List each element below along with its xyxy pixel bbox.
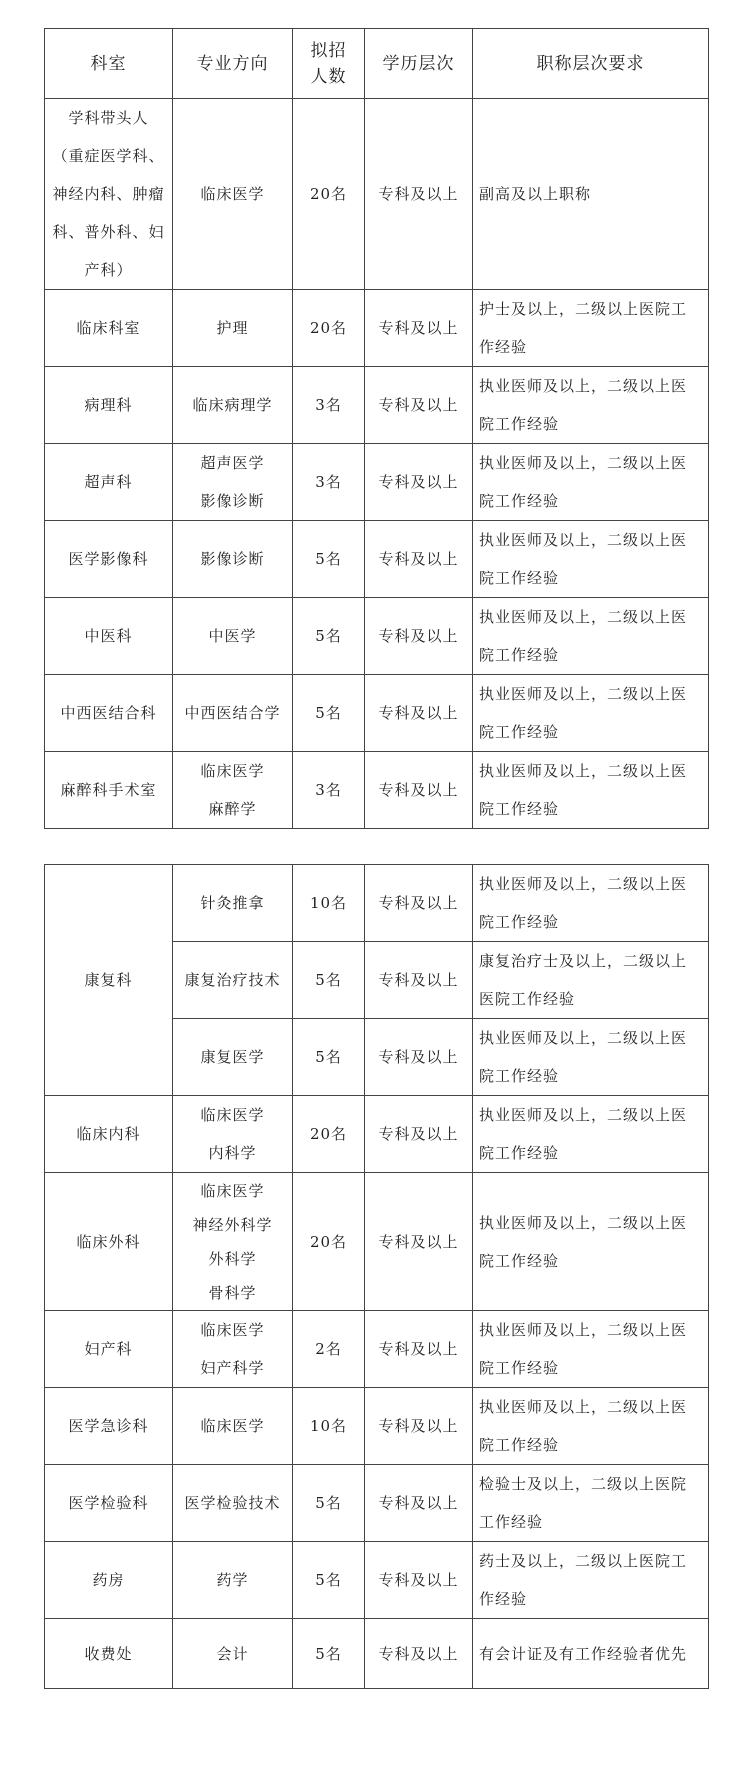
edu-cell: 专科及以上: [365, 865, 473, 942]
major-cell: 康复治疗技术: [173, 942, 293, 1019]
major-cell: 临床医学: [173, 99, 293, 290]
count-cell: 10名: [293, 1388, 365, 1465]
dept-cell-rehab: 康复科: [45, 865, 173, 1096]
dept-cell: 临床内科: [45, 1096, 173, 1173]
req-cell: 执业医师及以上，二级以上医院工作经验: [473, 1096, 709, 1173]
major-cell: 药学: [173, 1542, 293, 1619]
major-cell: 临床医学: [173, 1388, 293, 1465]
edu-cell: 专科及以上: [365, 1311, 473, 1388]
count-cell: 5名: [293, 1542, 365, 1619]
edu-cell: 专科及以上: [365, 1465, 473, 1542]
major-cell: 临床医学 神经外科学 外科学 骨科学: [173, 1173, 293, 1311]
major-cell: 影像诊断: [173, 521, 293, 598]
dept-cell: 医学影像科: [45, 521, 173, 598]
major-cell: 康复医学: [173, 1019, 293, 1096]
table-row: [45, 1311, 709, 1388]
header-requirement: 职称层次要求: [473, 29, 709, 99]
req-cell: 执业医师及以上，二级以上医院工作经验: [473, 521, 709, 598]
dept-cell: 医学检验科: [45, 1465, 173, 1542]
req-cell: 副高及以上职称: [473, 99, 709, 290]
table-row: [45, 290, 709, 367]
major-cell: 临床医学 内科学: [173, 1096, 293, 1173]
count-cell: 5名: [293, 598, 365, 675]
edu-cell: 专科及以上: [365, 1388, 473, 1465]
count-cell: 3名: [293, 444, 365, 521]
req-cell: 有会计证及有工作经验者优先: [473, 1619, 709, 1689]
header-education: 学历层次: [365, 29, 473, 99]
table-row: [45, 1619, 709, 1689]
table-row: [45, 1388, 709, 1465]
edu-cell: 专科及以上: [365, 1542, 473, 1619]
req-cell: 康复治疗士及以上，二级以上医院工作经验: [473, 942, 709, 1019]
major-cell: 会计: [173, 1619, 293, 1689]
dept-cell: 中西医结合科: [45, 675, 173, 752]
count-cell: 3名: [293, 367, 365, 444]
dept-cell: 临床外科: [45, 1173, 173, 1311]
major-cell: 临床医学 麻醉学: [173, 752, 293, 829]
major-cell: 医学检验技术: [173, 1465, 293, 1542]
major-cell: 中医学: [173, 598, 293, 675]
recruitment-table-part2: [44, 864, 708, 1689]
edu-cell: 专科及以上: [365, 367, 473, 444]
recruitment-table-part1: [44, 28, 708, 829]
major-cell: 护理: [173, 290, 293, 367]
edu-cell: 专科及以上: [365, 675, 473, 752]
table-row: [45, 1465, 709, 1542]
req-cell: 执业医师及以上，二级以上医院工作经验: [473, 752, 709, 829]
dept-cell: 超声科: [45, 444, 173, 521]
count-cell: 20名: [293, 1173, 365, 1311]
major-cell: 中西医结合学: [173, 675, 293, 752]
edu-cell: 专科及以上: [365, 99, 473, 290]
header-dept: 科室: [45, 29, 173, 99]
major-cell: 临床病理学: [173, 367, 293, 444]
table-row: [45, 521, 709, 598]
req-cell: 执业医师及以上，二级以上医院工作经验: [473, 1311, 709, 1388]
table-row: [45, 598, 709, 675]
req-cell: 执业医师及以上，二级以上医院工作经验: [473, 598, 709, 675]
dept-cell: 收费处: [45, 1619, 173, 1689]
edu-cell: 专科及以上: [365, 1619, 473, 1689]
table-row: [45, 1096, 709, 1173]
table-row: [45, 1542, 709, 1619]
header-count: 拟招 人数: [293, 29, 365, 99]
edu-cell: 专科及以上: [365, 1019, 473, 1096]
dept-cell: 妇产科: [45, 1311, 173, 1388]
dept-cell: 医学急诊科: [45, 1388, 173, 1465]
count-cell: 3名: [293, 752, 365, 829]
req-cell: 执业医师及以上，二级以上医院工作经验: [473, 865, 709, 942]
edu-cell: 专科及以上: [365, 1173, 473, 1311]
req-cell: 药士及以上，二级以上医院工作经验: [473, 1542, 709, 1619]
req-cell: 执业医师及以上，二级以上医院工作经验: [473, 1019, 709, 1096]
req-cell: 执业医师及以上，二级以上医院工作经验: [473, 367, 709, 444]
req-cell: 执业医师及以上，二级以上医院工作经验: [473, 444, 709, 521]
count-cell: 5名: [293, 1619, 365, 1689]
dept-cell: 中医科: [45, 598, 173, 675]
count-cell: 5名: [293, 1465, 365, 1542]
count-cell: 5名: [293, 521, 365, 598]
edu-cell: 专科及以上: [365, 521, 473, 598]
table-row: [45, 675, 709, 752]
count-cell: 2名: [293, 1311, 365, 1388]
dept-cell: 药房: [45, 1542, 173, 1619]
req-cell: 执业医师及以上，二级以上医院工作经验: [473, 1388, 709, 1465]
table-row: [45, 444, 709, 521]
edu-cell: 专科及以上: [365, 290, 473, 367]
edu-cell: 专科及以上: [365, 598, 473, 675]
table-row: [45, 367, 709, 444]
count-cell: 20名: [293, 99, 365, 290]
edu-cell: 专科及以上: [365, 942, 473, 1019]
header-row: [45, 29, 709, 99]
req-cell: 执业医师及以上，二级以上医院工作经验: [473, 675, 709, 752]
count-cell: 20名: [293, 290, 365, 367]
dept-cell: 麻醉科手术室: [45, 752, 173, 829]
table-row: [45, 752, 709, 829]
dept-cell: 学科带头人 （重症医学科、 神经内科、肿瘤 科、普外科、妇 产科）: [45, 99, 173, 290]
req-cell: 检验士及以上，二级以上医院工作经验: [473, 1465, 709, 1542]
table-row: [45, 1173, 709, 1311]
dept-cell: 临床科室: [45, 290, 173, 367]
table-row: [45, 865, 709, 942]
dept-cell: 病理科: [45, 367, 173, 444]
major-cell: 超声医学 影像诊断: [173, 444, 293, 521]
count-cell: 20名: [293, 1096, 365, 1173]
count-cell: 5名: [293, 942, 365, 1019]
req-cell: 执业医师及以上，二级以上医院工作经验: [473, 1173, 709, 1311]
edu-cell: 专科及以上: [365, 752, 473, 829]
req-cell: 护士及以上，二级以上医院工作经验: [473, 290, 709, 367]
major-cell: 针灸推拿: [173, 865, 293, 942]
edu-cell: 专科及以上: [365, 444, 473, 521]
major-cell: 临床医学 妇产科学: [173, 1311, 293, 1388]
edu-cell: 专科及以上: [365, 1096, 473, 1173]
count-cell: 5名: [293, 675, 365, 752]
count-cell: 5名: [293, 1019, 365, 1096]
table-row: [45, 99, 709, 290]
header-major: 专业方向: [173, 29, 293, 99]
count-cell: 10名: [293, 865, 365, 942]
